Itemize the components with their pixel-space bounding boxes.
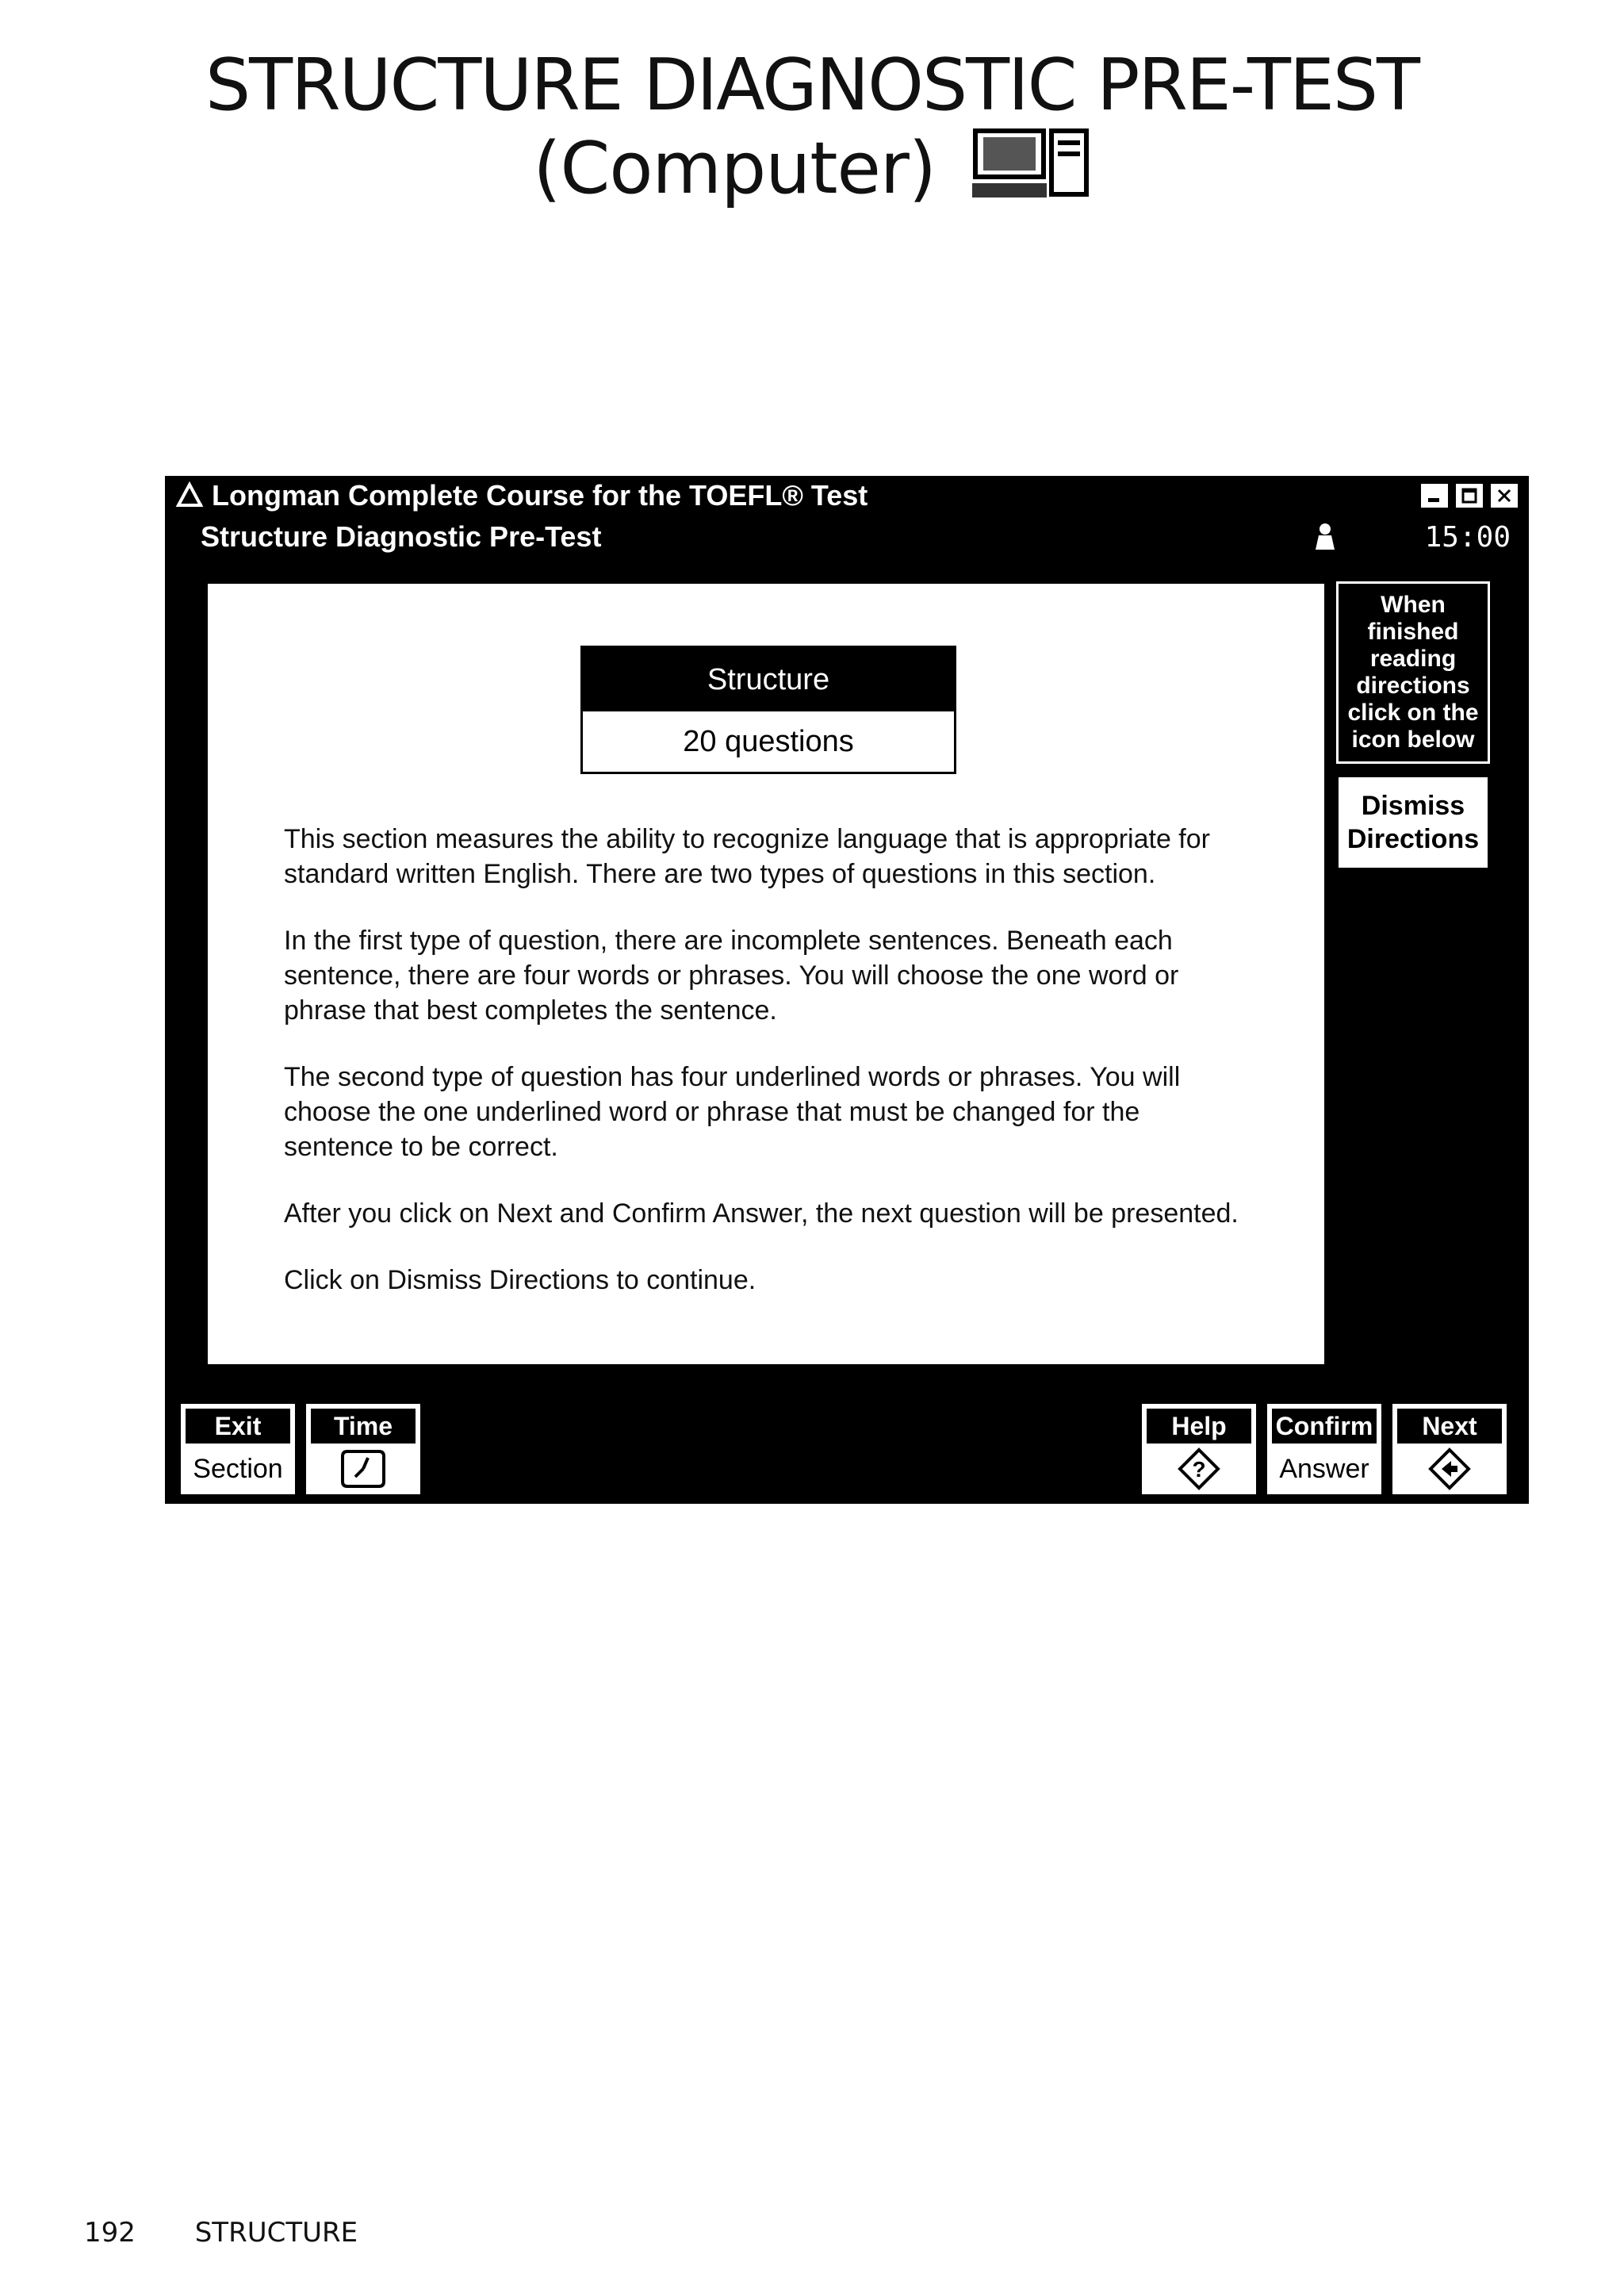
window-title: Longman Complete Course for the TOEFL® Test — [212, 479, 868, 512]
computer-icon — [972, 128, 1091, 218]
help-diamond-icon — [1142, 1444, 1256, 1494]
running-section-title: STRUCTURE — [194, 2217, 358, 2249]
confirm-body: Answer — [1279, 1453, 1369, 1484]
next-arrow-icon — [1392, 1444, 1507, 1494]
dismiss-directions-button[interactable] — [1336, 775, 1490, 870]
note-line: reading — [1369, 646, 1457, 672]
note-line: icon below — [1351, 727, 1475, 753]
window-controls — [1419, 481, 1520, 510]
page-title: STRUCTURE DIAGNOSTIC PRE-TEST — [205, 44, 1419, 127]
directions-paragraph: After you click on Next and Confirm Answer, the next question will be presented. — [284, 1198, 1239, 1229]
directions-paragraph: The second type of question has four underlined words or phrases. You will choose the one underlined word or phrase that must be changed for the sentence to be correct. — [284, 1062, 1181, 1162]
help-button[interactable] — [1139, 1401, 1258, 1497]
note-line: click on the — [1347, 700, 1479, 726]
maximize-button[interactable] — [1454, 481, 1485, 510]
section-name: Structure — [583, 648, 954, 711]
window-titlebar — [167, 478, 1526, 513]
directions-paragraph: In the first type of question, there are incomplete sentences. Beneath each sentence, there are four words or phrases. You will choose the one word or phrase that best completes the sentence. — [284, 926, 1179, 1026]
directions-text — [284, 822, 1251, 1329]
next-label: Next — [1397, 1409, 1502, 1444]
note-line: directions — [1356, 673, 1470, 699]
page-number: 192 — [84, 2217, 136, 2249]
app-icon — [175, 481, 204, 510]
dismiss-label-line1: Dismiss — [1361, 791, 1465, 821]
test-name: Structure Diagnostic Pre-Test — [201, 520, 602, 553]
question-count: 20 questions — [683, 724, 854, 758]
section-info-box — [580, 646, 956, 774]
bottom-toolbar — [167, 1386, 1526, 1503]
minimize-button[interactable] — [1419, 481, 1450, 510]
time-label: Time — [311, 1409, 416, 1444]
exit-label: Exit — [186, 1409, 290, 1444]
directions-paragraph: This section measures the ability to recognize language that is appropriate for standard written English. There are two types of questions in this section. — [284, 824, 1210, 889]
next-button[interactable] — [1390, 1401, 1509, 1497]
minimize-icon — [1426, 487, 1443, 504]
countdown-timer: 15:00 — [1424, 521, 1511, 554]
app-window — [165, 476, 1529, 1504]
page-subtitle-text: (Computer) — [533, 127, 936, 210]
clock-icon — [306, 1444, 420, 1494]
instruction-note — [1336, 581, 1490, 764]
page-subtitle — [0, 127, 1624, 218]
dismiss-label-line2: Directions — [1346, 824, 1480, 854]
note-line: When — [1381, 592, 1446, 618]
note-line: finished — [1367, 619, 1459, 645]
confirm-answer-button[interactable] — [1265, 1401, 1384, 1497]
exit-body: Section — [193, 1453, 283, 1484]
help-label: Help — [1147, 1409, 1251, 1444]
test-header-bar — [167, 513, 1526, 561]
page-footer — [84, 2217, 358, 2249]
svg-text:?: ? — [1192, 1457, 1206, 1482]
directions-pane — [205, 581, 1327, 1367]
close-button[interactable] — [1488, 481, 1520, 510]
time-button[interactable] — [304, 1401, 423, 1497]
directions-paragraph: Click on Dismiss Directions to continue. — [284, 1265, 756, 1295]
user-icon — [1314, 523, 1336, 557]
maximize-icon — [1461, 487, 1478, 504]
exit-section-button[interactable] — [178, 1401, 297, 1497]
confirm-label: Confirm — [1272, 1409, 1377, 1444]
close-icon — [1496, 487, 1513, 504]
